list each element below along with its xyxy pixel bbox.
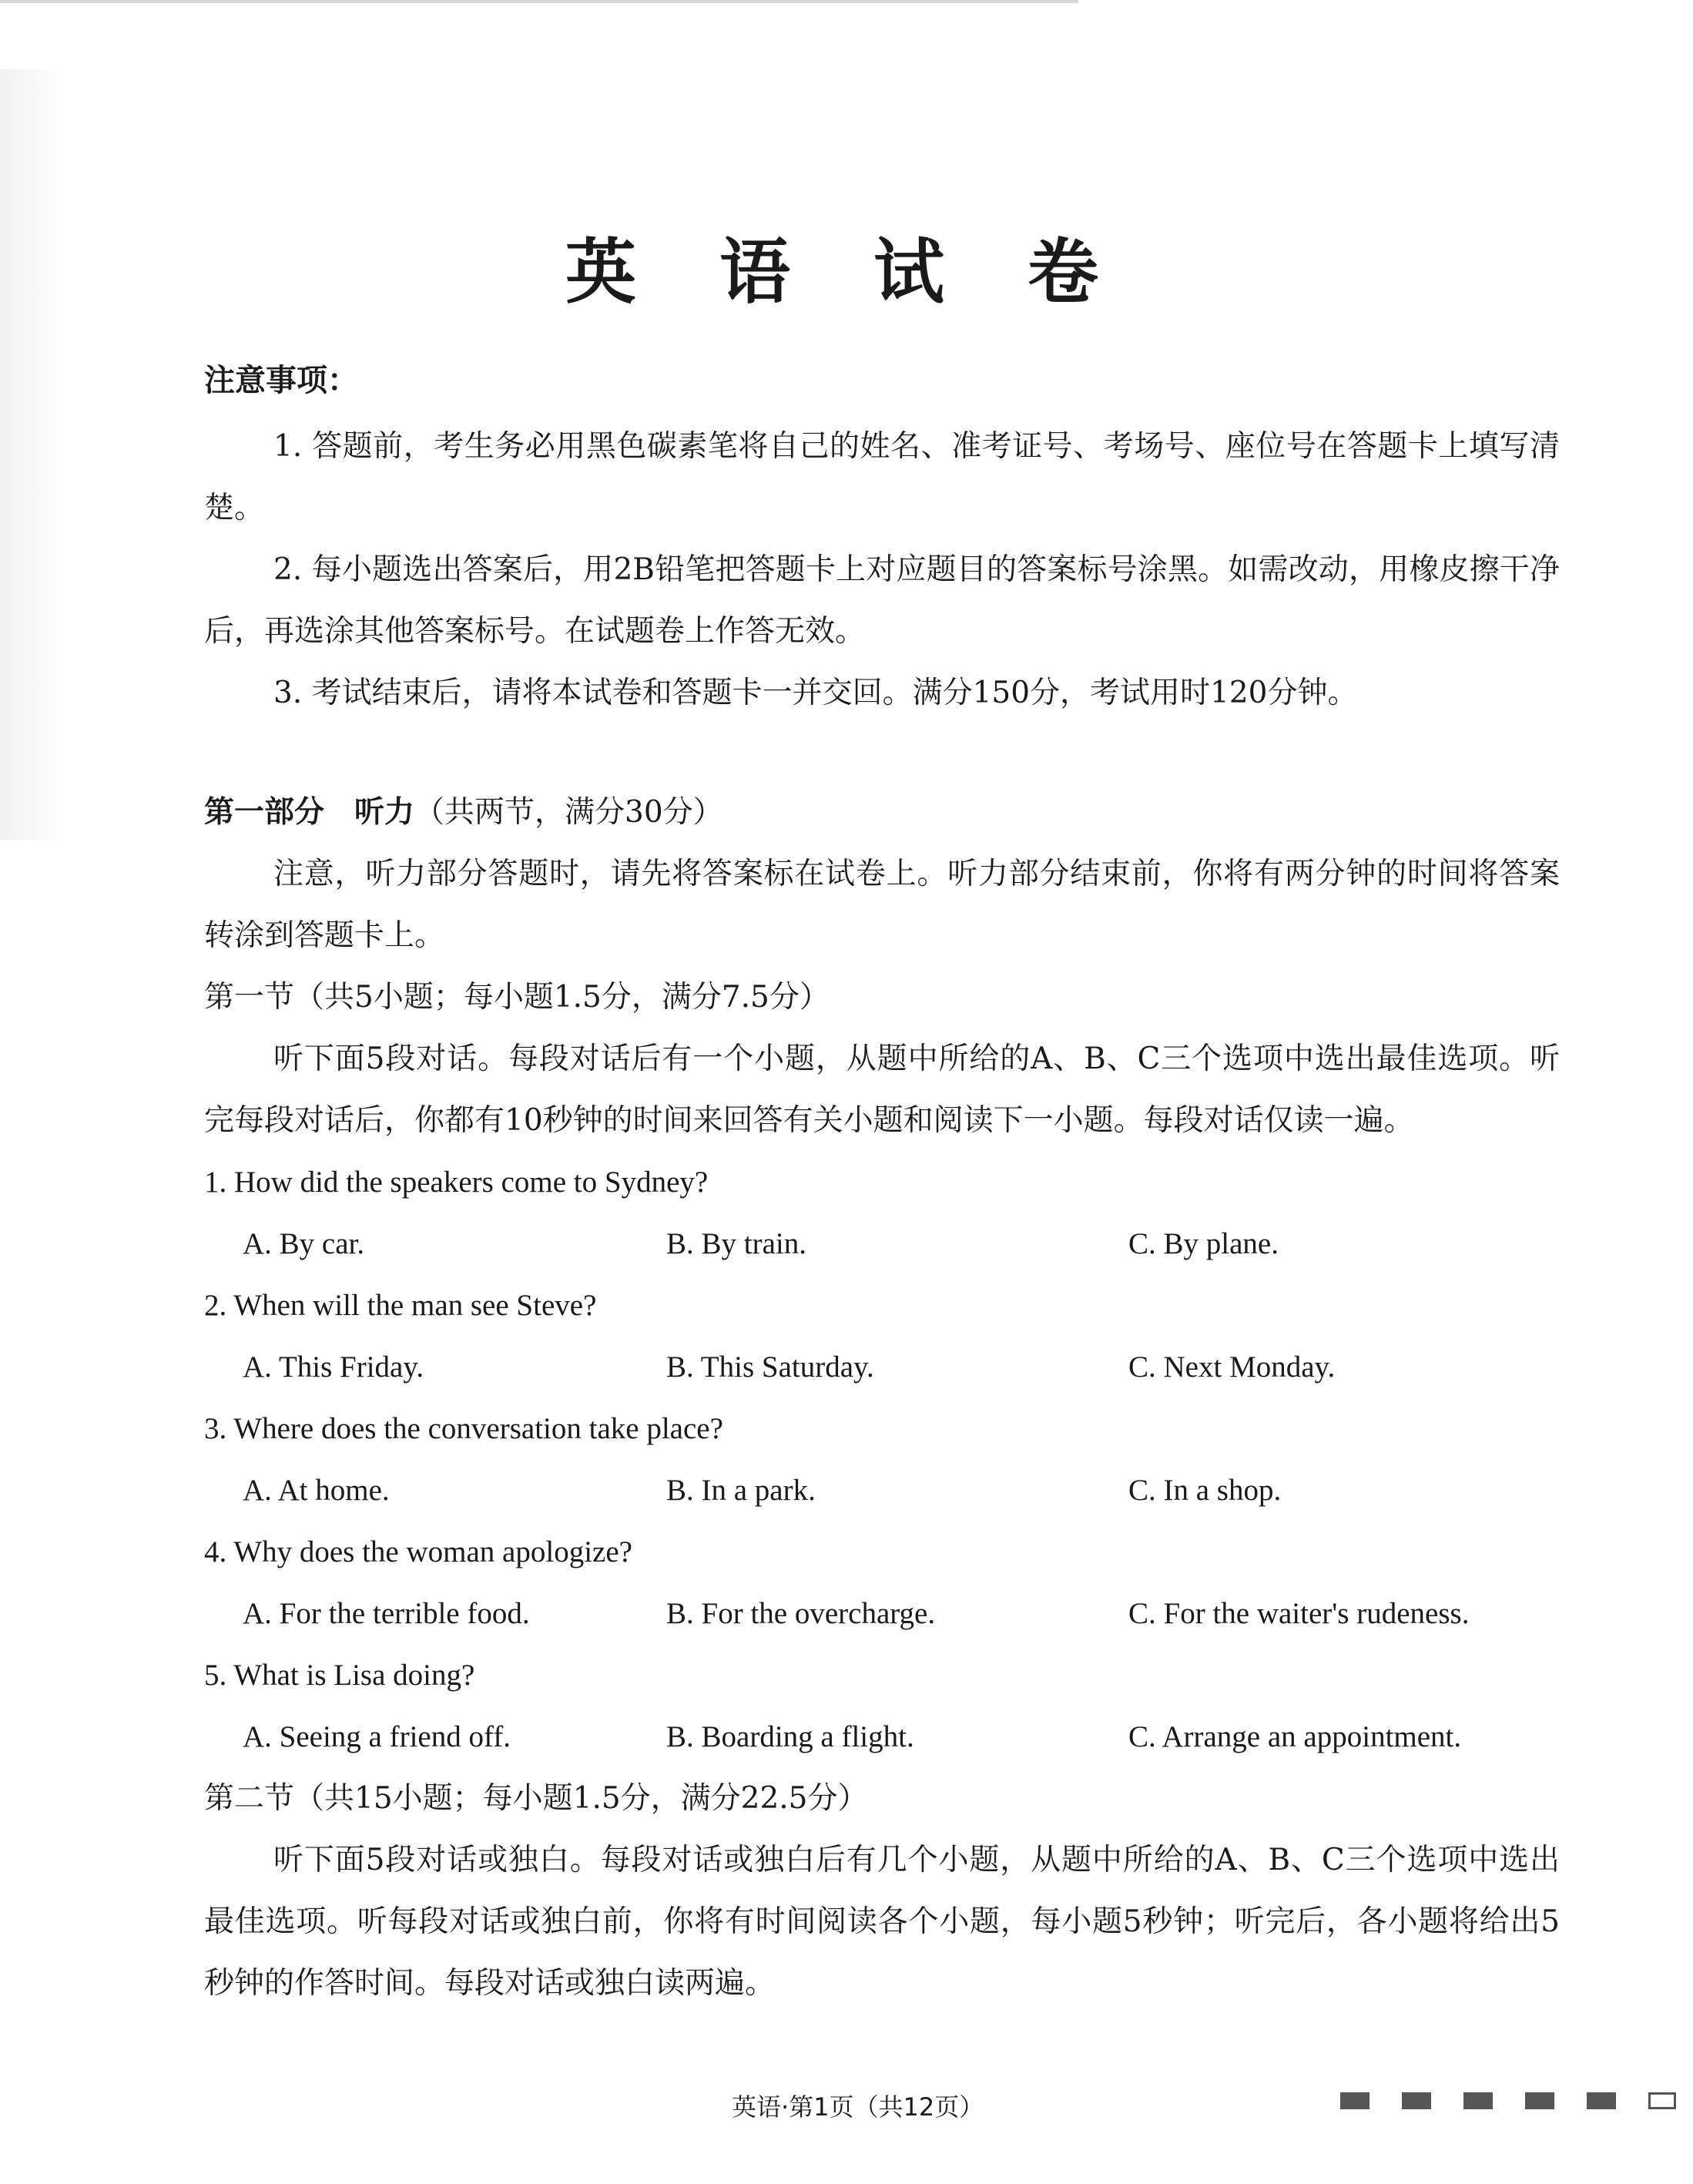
page-footer: 英语·第1页（共12页） xyxy=(732,2092,984,2122)
question-text: 5. What is Lisa doing? xyxy=(204,1659,475,1692)
registration-mark xyxy=(1340,2092,1369,2109)
notes-heading: 注意事项： xyxy=(204,363,358,398)
option-b: B. Boarding a flight. xyxy=(666,1720,914,1753)
question-block xyxy=(204,1521,1560,1645)
option-b: B. By train. xyxy=(666,1227,806,1260)
question-text: 3. Where does the conversation take place? xyxy=(204,1412,723,1445)
registration-mark-empty xyxy=(1648,2092,1676,2109)
question-options xyxy=(204,1460,1560,1521)
page-title: 英 语 试 卷 xyxy=(565,230,1128,314)
option-c: C. Arrange an appointment. xyxy=(1128,1720,1462,1753)
registration-mark xyxy=(1587,2092,1616,2109)
question-block xyxy=(204,1152,1560,1275)
note-item: 3. 考试结束后，请将本试卷和答题卡一并交回。满分150分，考试用时120分钟。 xyxy=(273,676,1358,710)
note-item: 2. 每小题选出答案后，用2B铅笔把答题卡上对应题目的答案标号涂黑。如需改动，用橡皮擦干净后，再选涂其他答案标号。在试题卷上作答无效。 xyxy=(204,552,1560,649)
part1-heading: 第一部分 听力 xyxy=(204,795,415,830)
question-options xyxy=(204,1706,1560,1768)
option-b: B. For the overcharge. xyxy=(666,1597,936,1630)
part1 xyxy=(204,782,1560,2015)
option-c: C. For the waiter's rudeness. xyxy=(1128,1597,1470,1630)
registration-mark xyxy=(1402,2092,1431,2109)
option-a: A. This Friday. xyxy=(243,1350,424,1384)
option-a: A. By car. xyxy=(243,1227,365,1260)
question-options xyxy=(204,1337,1560,1398)
question-text: 1. How did the speakers come to Sydney? xyxy=(204,1166,709,1199)
question-text: 2. When will the man see Steve? xyxy=(204,1289,597,1322)
option-b: B. In a park. xyxy=(666,1474,816,1507)
scan-shadow xyxy=(0,69,69,840)
question-options xyxy=(204,1213,1560,1275)
notes-list xyxy=(204,416,1560,724)
option-c: C. In a shop. xyxy=(1128,1474,1282,1507)
scan-registration-marks xyxy=(1340,2092,1676,2109)
option-c: C. Next Monday. xyxy=(1128,1350,1336,1384)
question-block xyxy=(204,1645,1560,1768)
question-block xyxy=(204,1398,1560,1521)
part1-heading-note: （共两节，满分30分） xyxy=(414,795,723,830)
option-c: C. By plane. xyxy=(1128,1227,1279,1260)
section2-instruction: 听下面5段对话或独白。每段对话或独白后有几个小题，从题中所给的A、B、C三个选项中选出最佳选项。听每段对话或独白前，你将有时间阅读各个小题，每小题5秒钟；听完后，各小题将给出5秒钟的作答时间。每段对话或独白读两遍。 xyxy=(204,1843,1560,2001)
note-item: 1. 答题前，考生务必用黑色碳素笔将自己的姓名、准考证号、考场号、座位号在答题卡上填写清楚。 xyxy=(204,429,1560,525)
registration-mark xyxy=(1525,2092,1554,2109)
part1-instruction: 注意，听力部分答题时，请先将答案标在试卷上。听力部分结束前，你将有两分钟的时间将答案转涂到答题卡上。 xyxy=(204,857,1560,953)
registration-mark xyxy=(1463,2092,1493,2109)
scan-edge-line xyxy=(0,0,1078,3)
question-block xyxy=(204,1275,1560,1398)
option-a: A. For the terrible food. xyxy=(243,1597,530,1630)
question-text: 4. Why does the woman apologize? xyxy=(204,1535,632,1568)
section2-heading: 第二节（共15小题；每小题1.5分，满分22.5分） xyxy=(204,1781,868,1816)
option-b: B. This Saturday. xyxy=(666,1350,874,1384)
option-a: A. Seeing a friend off. xyxy=(243,1720,511,1753)
option-a: A. At home. xyxy=(243,1474,390,1507)
section1-heading: 第一节（共5小题；每小题1.5分，满分7.5分） xyxy=(204,980,830,1015)
question-options xyxy=(204,1583,1560,1645)
section1-instruction: 听下面5段对话。每段对话后有一个小题，从题中所给的A、B、C三个选项中选出最佳选项。听完每段对话后，你都有10秒钟的时间来回答有关小题和阅读下一小题。每段对话仅读一遍。 xyxy=(204,1042,1560,1138)
